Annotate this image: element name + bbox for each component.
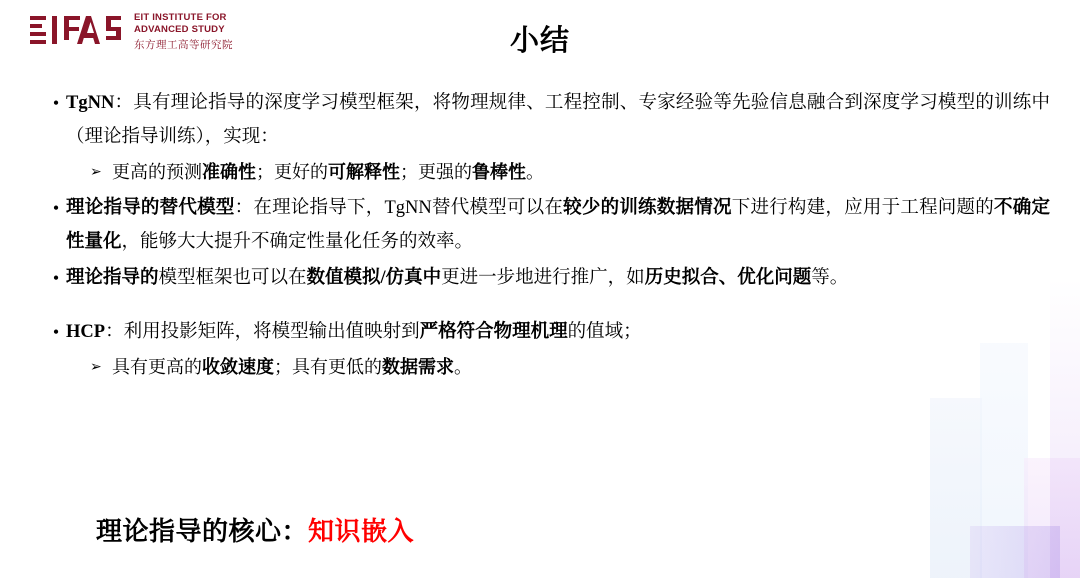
bullet-text [112,351,1050,384]
bullet-list [46,86,1050,386]
decorative-bar-1 [930,398,982,578]
bullet-text-emphasis: 数值模拟/仿真中 [306,268,442,288]
bullet-text-run: 。 [454,357,472,377]
bullet-text-emphasis: 不确定性量化 [66,198,1050,252]
logo-line-1: EIT INSTITUTE FOR [134,11,227,23]
bullet-text-emphasis: 收敛速度 [202,357,274,377]
bullet-text-emphasis: 鲁棒性 [472,162,526,182]
bullet-text-emphasis: 较少的训练数据情况 [563,198,732,218]
logo-line-2: ADVANCED STUDY [134,23,225,35]
logo-line-3: 东方理工高等研究院 [134,38,233,51]
bullet-item-level1 [46,86,1050,154]
bullet-text-emphasis: 历史拟合、优化问题 [644,268,812,288]
bullet-spacer [46,297,1050,315]
bullet-text-run: ；具有更低的 [274,357,382,377]
bullet-text-emphasis: 理论指导的替代模型 [66,198,235,218]
bullet-item-level1 [46,261,1050,295]
bullet-text-emphasis: 数据需求 [382,357,454,377]
bullet-text-run: 更高的预测 [112,162,202,182]
bullet-item-level2 [90,156,1050,189]
bullet-dot-icon: • [52,93,60,113]
bullet-text-run: ；更好的 [256,162,328,182]
bullet-text-run: 下进行构建，应用于工程问题的 [731,198,994,218]
bullet-dot-icon: • [52,268,60,288]
bullet-text-run: 的值域； [567,322,642,342]
bullet-arrow-icon: ➢ [90,360,102,375]
decorative-bar-4 [1050,278,1080,578]
bullet-item-level1 [46,315,1050,349]
decorative-bar-5 [970,526,1060,578]
bullet-text [112,156,1050,189]
bullet-text [66,86,1050,154]
bullet-text-run: ，能够大大提升不确定性量化任务的效率。 [121,232,474,252]
bullet-text-run: 更进一步地进行推广，如 [441,268,645,288]
bullet-text-run: ：具有理论指导的深度学习模型框架，将物理规律、工程控制、专家经验等先验信息融合到深度学习模型的训练中（理论指导训练），实现： [66,93,1050,147]
bullet-text-emphasis: 可解释性 [328,162,400,182]
bullet-text [66,191,1050,259]
bullet-text-emphasis: 准确性 [202,162,256,182]
bullet-item-level1 [46,191,1050,259]
bullet-text-emphasis: TgNN [66,93,115,113]
bullet-text [66,261,1050,295]
bullet-text-run: 模型框架也可以在 [158,268,307,288]
bullet-text-run: 等。 [811,268,849,288]
page-title: 小结 [509,25,570,57]
footer-label: 理论指导的核心： [96,517,309,546]
footer-conclusion [96,511,414,548]
decorative-bar-3 [1024,458,1080,578]
bullet-text [66,315,1050,349]
bullet-text-emphasis: 理论指导的 [66,268,159,288]
bullet-arrow-icon: ➢ [90,165,102,180]
bullet-text-run: ：在理论指导下，TgNN替代模型可以在 [234,198,564,218]
bullet-text-run: 。 [526,162,544,182]
bullet-text-run: ；更强的 [400,162,472,182]
bullet-text-run: 具有更高的 [112,357,202,377]
bullet-text-run: ：利用投影矩阵，将模型输出值映射到 [105,322,420,342]
bullet-dot-icon: • [52,198,60,218]
bullet-text-emphasis: 严格符合物理机理 [419,322,568,342]
bullet-dot-icon: • [52,322,60,342]
bullet-text-emphasis: HCP [66,322,106,342]
footer-accent-text: 知识嵌入 [308,517,415,546]
bullet-item-level2 [90,351,1050,384]
